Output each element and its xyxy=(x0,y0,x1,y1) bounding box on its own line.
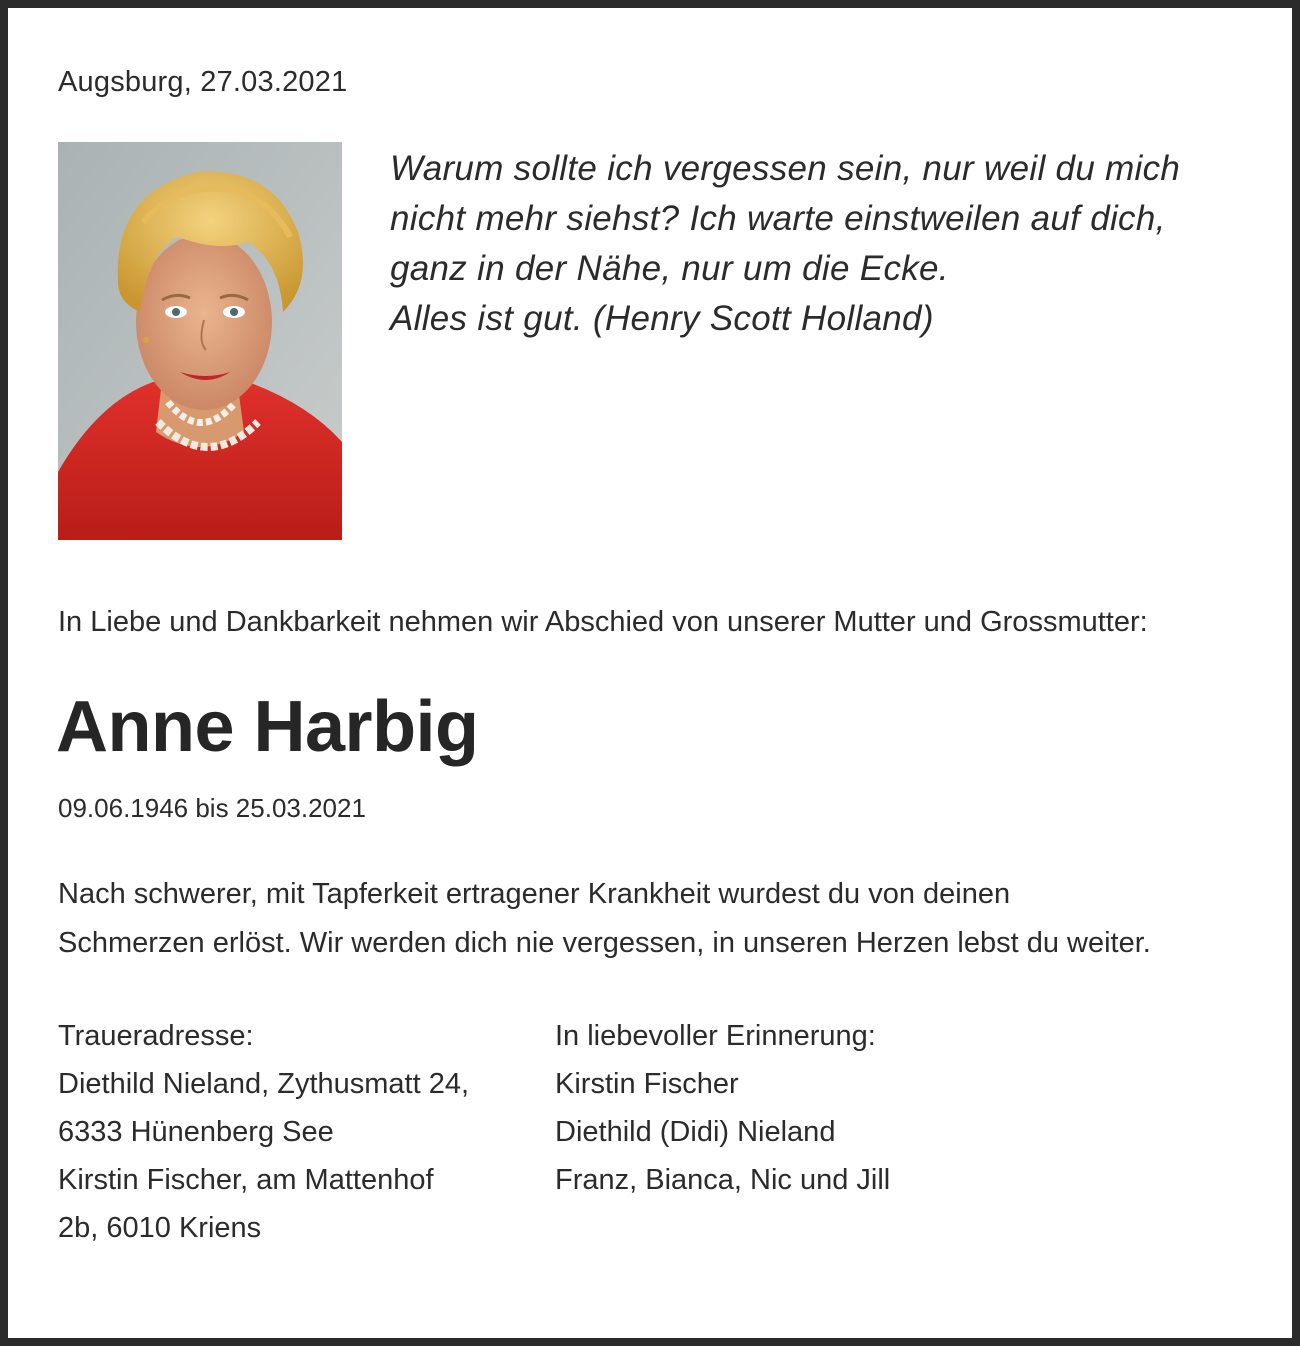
mourning-address-line: Diethild Nieland, Zythusmatt 24, xyxy=(58,1068,470,1100)
mourning-address-line: 6333 Hünenberg See xyxy=(58,1116,334,1148)
mourning-address-line: Kirstin Fischer, am Mattenhof xyxy=(58,1164,434,1196)
remembrance-list xyxy=(555,1012,890,1204)
place-date: Augsburg, 27.03.2021 xyxy=(58,66,348,98)
mourning-address-line: 2b, 6010 Kriens xyxy=(58,1212,262,1244)
mourning-address-heading: Traueradresse: xyxy=(58,1020,254,1052)
remembrance-heading: In liebevoller Erinnerung: xyxy=(555,1020,876,1052)
remembrance-name: Franz, Bianca, Nic und Jill xyxy=(555,1164,891,1196)
remembrance-name: Diethild (Didi) Nieland xyxy=(555,1116,836,1148)
quote-line: Warum sollte ich vergessen sein, nur weil du mich xyxy=(390,149,1181,188)
message-line: Schmerzen erlöst. Wir werden dich nie vergessen, in unseren Herzen lebst du weiter. xyxy=(58,927,1151,959)
farewell-intro: In Liebe und Dankbarkeit nehmen wir Abschied von unserer Mutter und Grossmutter: xyxy=(58,606,1148,638)
remembrance-name: Kirstin Fischer xyxy=(555,1068,739,1100)
quote-line: nicht mehr siehst? Ich warte einstweilen auf dich, xyxy=(390,199,1166,238)
mourning-address xyxy=(58,1012,469,1252)
deceased-name: Anne Harbig xyxy=(56,687,479,767)
memorial-message xyxy=(58,870,1268,968)
quote-line: ganz in der Nähe, nur um die Ecke. xyxy=(390,249,949,288)
portrait-photo xyxy=(58,142,342,540)
life-dates: 09.06.1946 bis 25.03.2021 xyxy=(58,793,366,823)
memorial-quote xyxy=(390,144,1270,344)
quote-line: Alles ist gut. (Henry Scott Holland) xyxy=(390,299,934,338)
message-line: Nach schwerer, mit Tapferkeit ertragener Krankheit wurdest du von deinen xyxy=(58,878,1011,910)
